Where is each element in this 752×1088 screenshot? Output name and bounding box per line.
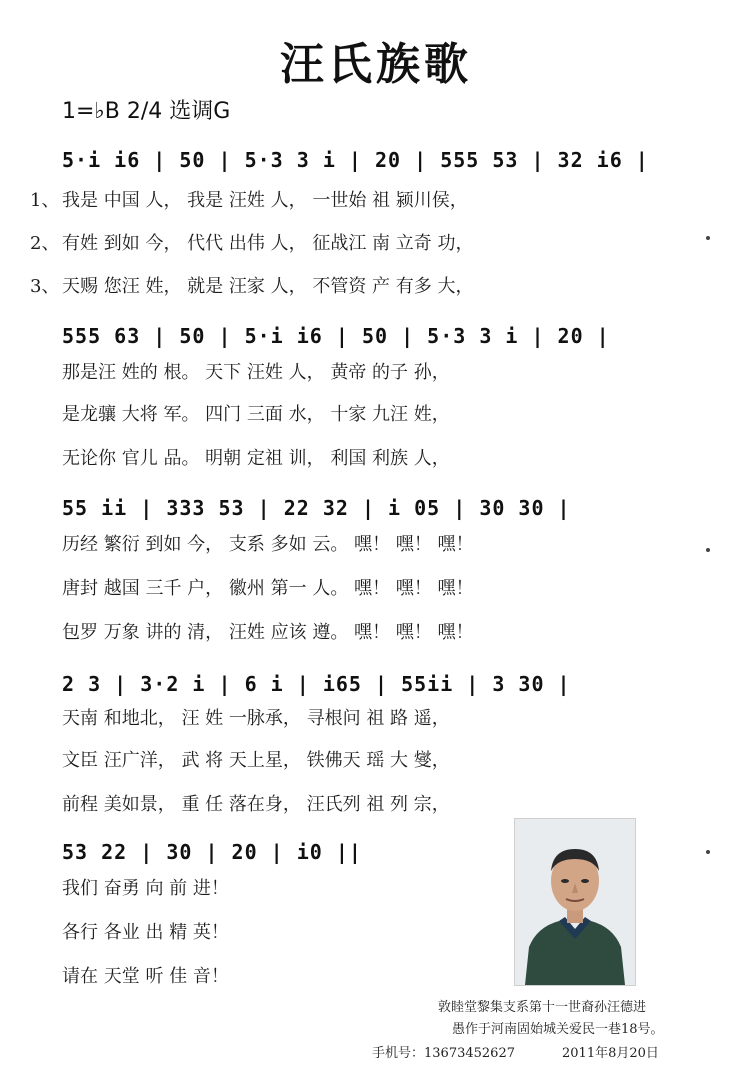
notation-line-1: 5·i i6 | 50 | 5·3 3 i | 20 | 555 53 | 32 i6 | (62, 148, 649, 172)
verse-label-2: 2、 (30, 233, 60, 254)
key-signature: 1=♭B 2/4 选调G (62, 99, 231, 124)
lyric-line: 无论你 官儿 品。 明朝 定祖 训， 利国 利族 人， (62, 448, 450, 469)
notation-line-5: 53 22 | 30 | 20 | i0 || (62, 840, 362, 864)
notation-line-4: 2 3 | 3·2 i | 6 i | i65 | 55ii | 3 30 | (62, 672, 571, 696)
lyric-line: 包罗 万象 讲的 清， 汪姓 应该 遵。 嘿！ 嘿！ 嘿！ (62, 622, 474, 643)
lyric-line: 我是 中国 人， 我是 汪姓 人， 一世始 祖 颍川侯， (62, 190, 468, 211)
scan-mark (706, 236, 710, 240)
song-title: 汪氏族歌 (280, 39, 472, 90)
lyric-line: 天赐 您汪 姓， 就是 汪家 人， 不管资 产 有多 大， (62, 276, 474, 297)
lyric-line: 天南 和地北， 汪 姓 一脉承， 寻根问 祖 路 遥， (62, 708, 450, 729)
author-photo (514, 818, 636, 986)
notation-line-3: 55 ii | 333 53 | 22 32 | i 05 | 30 30 | (62, 496, 571, 520)
lyric-line: 请在 天堂 听 佳 音！ (62, 966, 229, 987)
composition-note: 愚作于河南固始城关爱民一巷18号。 (452, 1022, 664, 1037)
scan-mark (706, 850, 710, 854)
verse-label-3: 3、 (30, 276, 60, 297)
notation-line-2: 555 63 | 50 | 5·i i6 | 50 | 5·3 3 i | 20 | (62, 324, 610, 348)
lyric-line: 历经 繁衍 到如 今， 支系 多如 云。 嘿！ 嘿！ 嘿！ (62, 534, 474, 555)
verse-label-1: 1、 (30, 190, 60, 211)
lyric-line: 有姓 到如 今， 代代 出伟 人， 征战江 南 立奇 功， (62, 233, 474, 254)
lyric-line: 各行 各业 出 精 英！ (62, 922, 229, 943)
scan-mark (706, 548, 710, 552)
lyric-line: 是龙骧 大将 军。 四门 三面 水， 十家 九汪 姓， (62, 404, 450, 425)
lyric-line: 前程 美如景， 重 任 落在身， 汪氏列 祖 列 宗， (62, 794, 450, 815)
lyric-line: 那是汪 姓的 根。 天下 汪姓 人， 黄帝 的子 孙， (62, 362, 450, 383)
lyric-line: 我们 奋勇 向 前 进！ (62, 878, 229, 899)
lyric-line: 唐封 越国 三千 户， 徽州 第一 人。 嘿！ 嘿！ 嘿！ (62, 578, 474, 599)
portrait-illustration (515, 819, 635, 985)
phone-number: 手机号：13673452627 (372, 1046, 515, 1061)
author-credit: 敦睦堂黎集支系第十一世裔孙汪德进 (438, 1000, 647, 1015)
lyric-line: 文臣 汪广洋， 武 将 天上星， 铁佛天 瑶 大 燮， (62, 750, 450, 771)
date: 2011年8月20日 (562, 1046, 659, 1061)
